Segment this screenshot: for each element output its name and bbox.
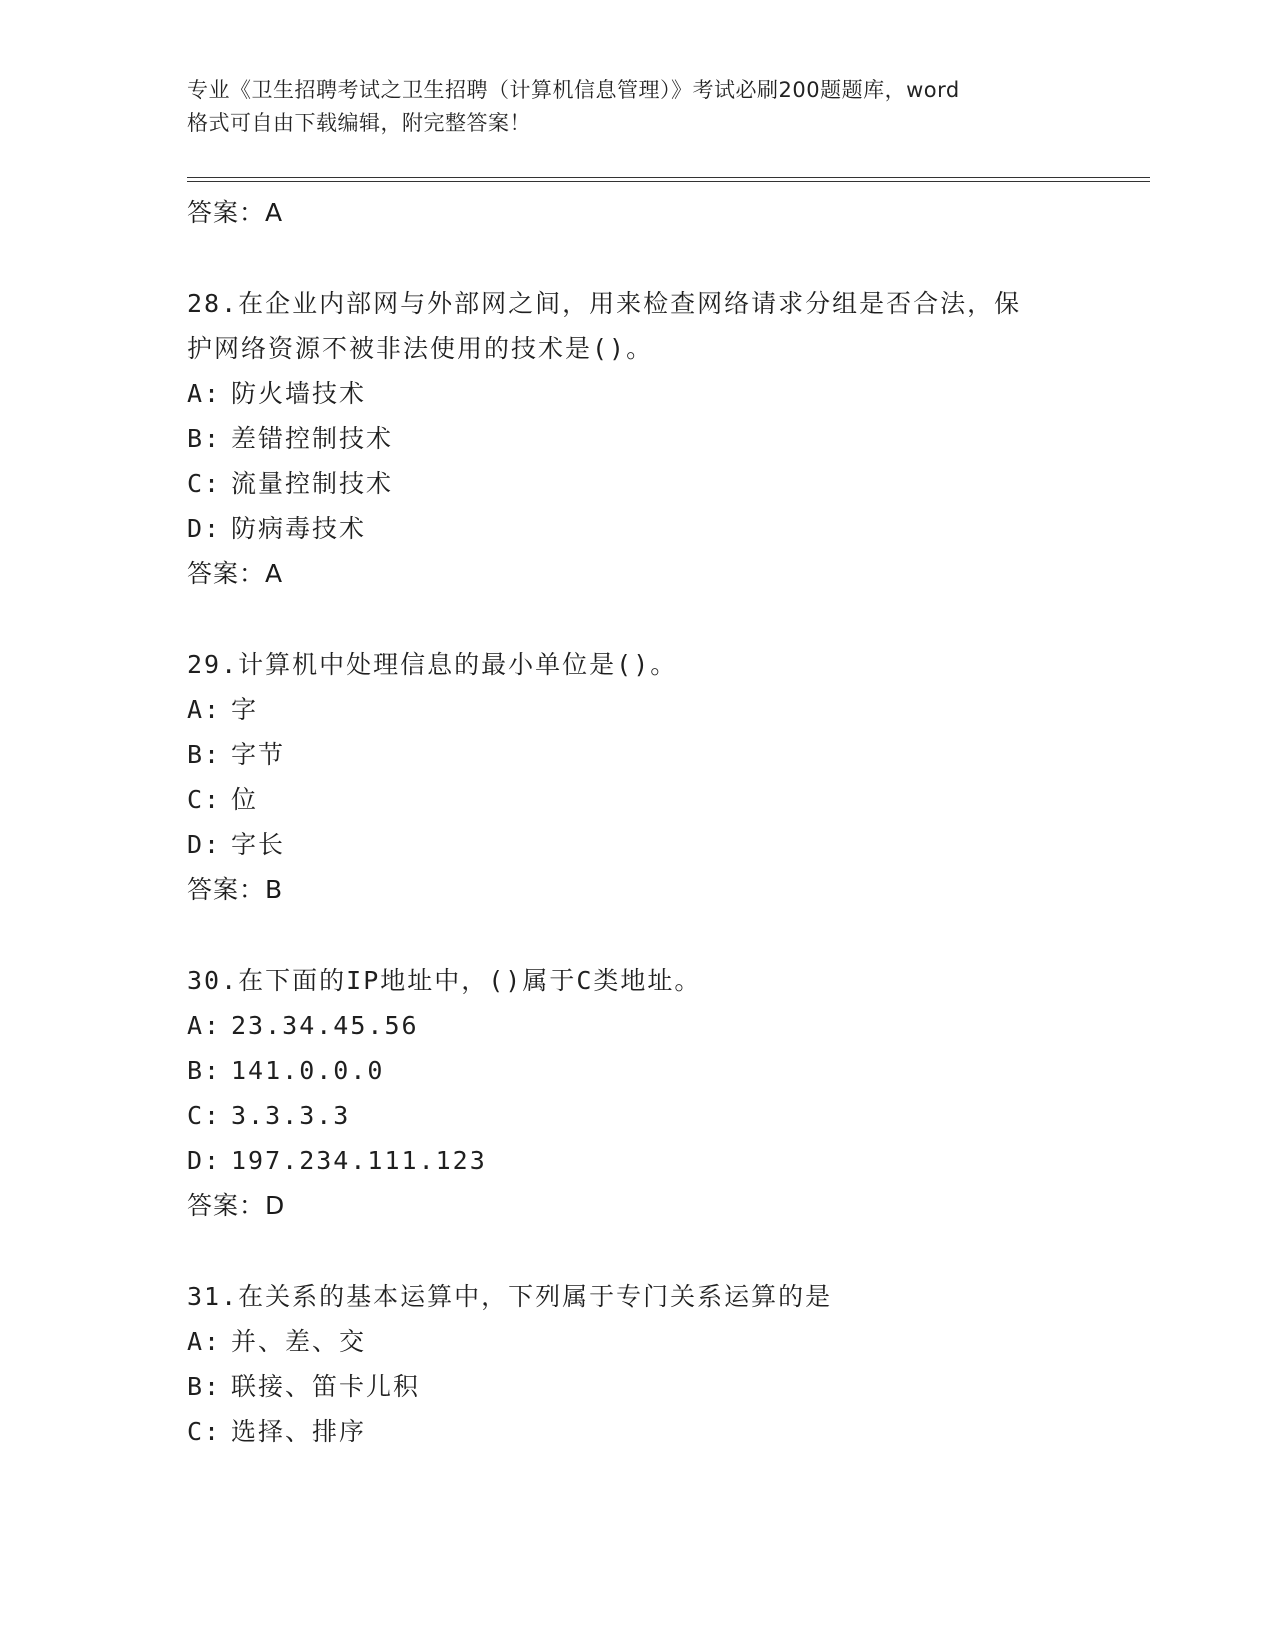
question-text: 31.在关系的基本运算中，下列属于专门关系运算的是 [187,1282,833,1311]
answer: 答案：B [187,875,284,904]
option-text: 防火墙技术 [231,379,367,408]
option-c [187,777,1087,822]
option-letter: C: [187,785,222,814]
header-divider [187,177,1150,182]
question-29 [187,642,1087,912]
option-text: 位 [231,785,259,814]
option-b [187,732,1087,777]
option-letter: C: [187,1101,222,1130]
option-text: 3.3.3.3 [231,1101,351,1130]
question-28 [187,281,1087,596]
option-letter: A: [187,1327,222,1356]
option-letter: D: [187,1146,222,1175]
header-title-line-2: 格式可自由下载编辑，附完整答案！ [187,111,531,135]
option-text: 197.234.111.123 [231,1146,487,1175]
option-a [187,1319,1087,1364]
option-letter: A: [187,379,222,408]
question-31 [187,1274,1087,1454]
question-text: 28.在企业内部网与外部网之间，用来检查网络请求分组是否合法，保 [187,289,1022,318]
option-b [187,416,1087,461]
question-30 [187,958,1087,1228]
option-a [187,1003,1087,1048]
option-a [187,687,1087,732]
option-text: 防病毒技术 [231,514,367,543]
option-letter: B: [187,1056,222,1085]
option-b [187,1048,1087,1093]
option-text: 选择、排序 [231,1417,367,1446]
option-letter: B: [187,424,222,453]
option-letter: B: [187,740,222,769]
option-letter: D: [187,514,222,543]
question-text: 30.在下面的IP地址中，()属于C类地址。 [187,966,702,995]
question-list [187,190,1087,1454]
option-text: 23.34.45.56 [231,1011,419,1040]
option-d [187,822,1087,867]
option-letter: A: [187,1011,222,1040]
option-c [187,461,1087,506]
option-text: 联接、笛卡儿积 [231,1372,421,1401]
option-text: 差错控制技术 [231,424,394,453]
option-text: 字长 [231,830,286,859]
option-text: 字 [231,695,259,724]
option-a [187,371,1087,416]
option-letter: C: [187,469,222,498]
option-text: 141.0.0.0 [231,1056,385,1085]
header-title-line-1: 专业《卫生招聘考试之卫生招聘（计算机信息管理）》考试必刷200题题库，word [187,78,960,102]
option-d [187,1138,1087,1183]
question-text: 29.计算机中处理信息的最小单位是()。 [187,650,678,679]
option-b [187,1364,1087,1409]
option-text: 并、差、交 [231,1327,367,1356]
question-text-continued: 护网络资源不被非法使用的技术是()。 [187,334,654,363]
answer-previous: 答案：A [187,198,284,227]
option-d [187,506,1087,551]
option-letter: D: [187,830,222,859]
option-c [187,1409,1087,1454]
option-text: 流量控制技术 [231,469,394,498]
option-letter: C: [187,1417,222,1446]
option-letter: A: [187,695,222,724]
answer: 答案：A [187,559,284,588]
option-c [187,1093,1087,1138]
page-header [187,74,1087,140]
option-letter: B: [187,1372,222,1401]
option-text: 字节 [231,740,286,769]
answer: 答案：D [187,1191,286,1220]
